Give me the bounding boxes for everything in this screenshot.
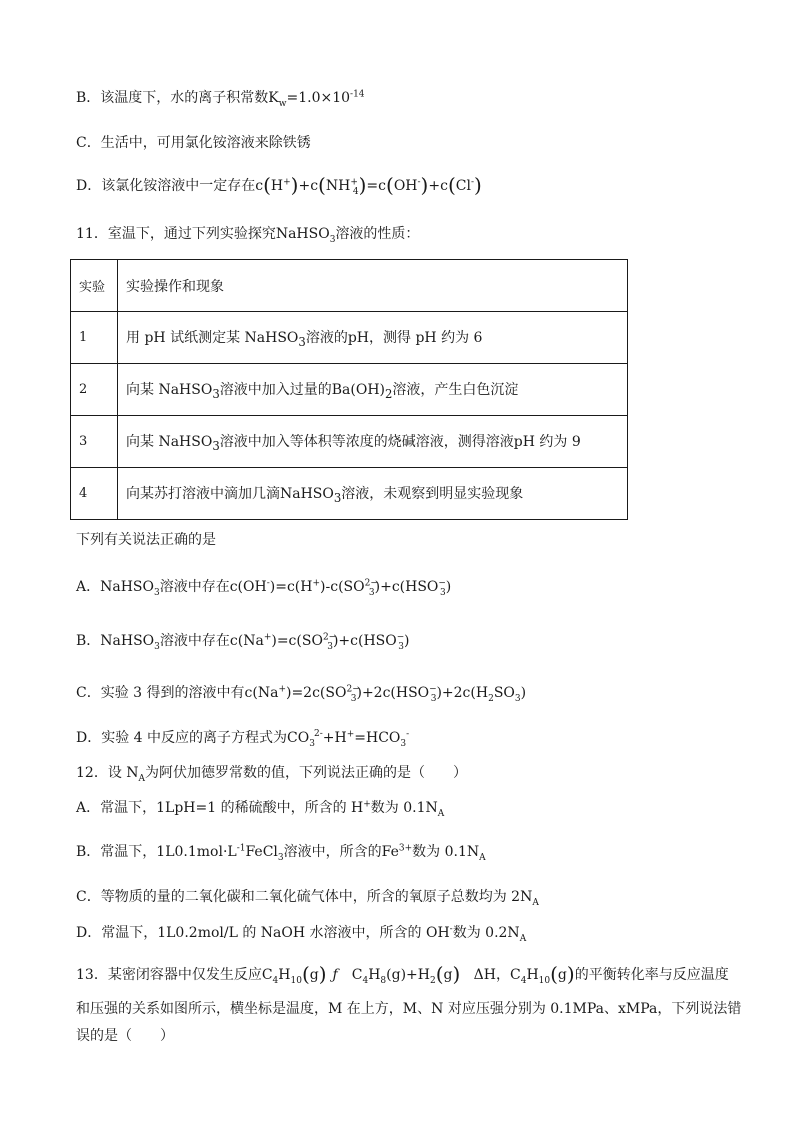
q10-option-c: C．生活中，可用氯化铵溶液来除铁锈 [76, 135, 311, 151]
q11-option-c: C．实验 3 得到的溶液中有$c(Na^+)=2c(SO^{2-}_3)+2c(HSO^-_3)+2c(H_2SO_3)$ [76, 684, 527, 704]
table-header-cell: 实验操作和现象 [118, 260, 628, 312]
table-cell: 向某 NaHSO$_3$溶液中加入过量的$Ba(OH)_2$溶液，产生白色沉淀 [118, 364, 628, 416]
q12-option-a: A．常温下，1LpH=1 的稀硫酸中，所含的 H+数为 $0.1N_A$ [76, 799, 445, 819]
table-header-cell: 实验 [71, 260, 118, 312]
table-cell: 4 [71, 468, 118, 520]
table-row [71, 468, 628, 520]
table-row [71, 416, 628, 468]
q10-option-b: B．该温度下，水的离子积常数$K_w=1.0\times 10^{-14}$ [76, 89, 365, 109]
q10-option-d: D．该氯化铵溶液中一定存在$c(H^+)+c(NH^+_4)=c(OH^-)+c(Cl^-)$ [76, 173, 482, 197]
q10-option-d-formula: $c(H^+)+c(NH^+_4)=c(OH^-)+c(Cl^-)$ [255, 173, 482, 197]
table-cell: 1 [71, 312, 118, 364]
table-cell: 向某 NaHSO$_3$溶液中加入等体积等浓度的烧碱溶液，测得溶液pH 约为 9 [118, 416, 628, 468]
table-header-row [71, 260, 628, 312]
table-row [71, 364, 628, 416]
table-cell: 向某苏打溶液中滴加几滴NaHSO$_3$溶液，未观察到明显实验现象 [118, 468, 628, 520]
q13-stem-line1: 13．某密闭容器中仅发生反应$C_4H_{10}(g)$ ƒ $C_4H_8(g)+H_2(g)$ ΔH，$C_4H_{10}(g)$的平衡转化率与反应温度 [76, 962, 729, 986]
q11-stem: 11．室温下，通过下列实验探究NaHSO$_3$溶液的性质： [76, 226, 420, 245]
q12-stem: 12．设 $N_A$为阿伏加德罗常数的值，下列说法正确的是（ ） [76, 765, 468, 784]
experiment-table [70, 259, 628, 520]
table-cell: 3 [71, 416, 118, 468]
q12-option-d: D．常温下，1L0.2mol/L 的 NaOH 水溶液中，所含的 OH-数为 $0.2N_A$ [76, 924, 527, 944]
q11-option-d: D．实验 4 中反应的离子方程式为$CO_3^{2-}+H^+=HCO_3^-$ [76, 729, 410, 749]
q10-option-b-text: B．该温度下，水的离子积常数 [76, 90, 269, 106]
q13-stem-line2: 和压强的关系如图所示，横坐标是温度，M 在上方，M、N 对应压强分别为 0.1MPa、xMPa，下列说法错 [76, 1001, 742, 1017]
q11-option-b: B．NaHSO$_3$溶液中存在$c(Na^+)=c(SO^{2-}_3)+c(HSO^-_3)$ [76, 632, 410, 652]
table-row [71, 312, 628, 364]
q12-option-c: C．等物质的量的二氧化碳和二氧化硫气体中，所含的氧原子总数均为 $2N_A$ [76, 889, 539, 908]
table-cell: 用 pH 试纸测定某 NaHSO$_3$溶液的pH，测得 pH 约为 6 [118, 312, 628, 364]
q11-option-a: A．NaHSO$_3$溶液中存在$c(OH^-)=c(H^+)-c(SO^{2-}_3)+c(HSO^-_3)$ [76, 578, 452, 598]
q11-lead: 下列有关说法正确的是 [76, 532, 216, 548]
q13-stem-line3: 误的是（ ） [76, 1028, 174, 1044]
table-cell: 2 [71, 364, 118, 416]
q12-option-b: B．常温下，$1L0.1mol\cdot L^{-1}FeCl_3$溶液中，所含的$Fe^{3+}$数为 $0.1N_A$ [76, 843, 486, 863]
